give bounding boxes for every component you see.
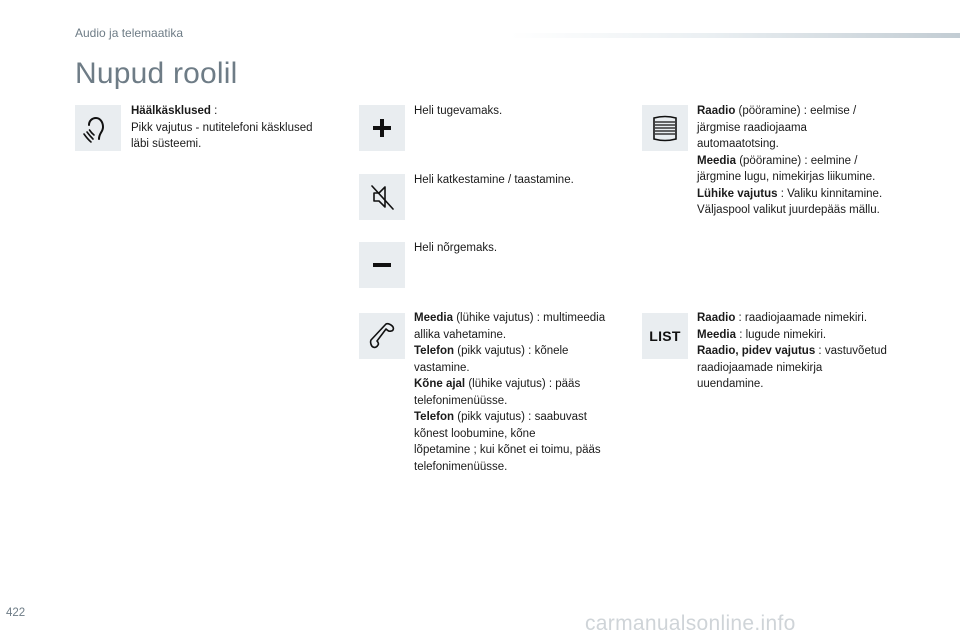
mute-description: Heli katkestamine / taastamine. bbox=[414, 174, 574, 186]
thumbwheel-icon bbox=[642, 105, 688, 151]
volume-down-description: Heli nõrgemaks. bbox=[414, 242, 498, 254]
list-button-icon bbox=[642, 313, 688, 359]
phone-description: Meedia (lühike vajutus) : multimeedia allika vahetamine. Telefon (pikk vajutus) : kõnele vastamine. Kõne ajal (lühike vajutus) : pääs telefonimenüüsse. Telefon (pikk vajutus) : saabuvast kõnest loobumine, kõne lõpetamine ; kui kõnet ei toimu, pääs telefonimenüüsse. bbox=[414, 312, 606, 473]
watermark: carmanualsonline.info bbox=[585, 612, 796, 635]
page-title: Nupud roolil bbox=[75, 57, 238, 90]
plus-icon bbox=[359, 105, 405, 151]
phone-handset-icon bbox=[359, 313, 405, 359]
thumbwheel-description: Raadio (pööramine) : eelmise / järgmise raadiojaama automaatotsing. Meedia (pööramine) : eelmine / järgmine lugu, nimekirjas liikumine. Lühike vajutus : Valiku kinnitamine. Väljaspool valikut juurdepääs mällu. bbox=[697, 105, 883, 216]
voice-command-icon bbox=[75, 105, 121, 151]
page-number: 422 bbox=[6, 607, 26, 619]
mute-icon bbox=[359, 174, 405, 220]
section-label: Audio ja telemaatika bbox=[75, 26, 184, 40]
volume-up-description: Heli tugevamaks. bbox=[414, 105, 503, 117]
voice-command-label: Häälkäsklused bbox=[131, 105, 211, 117]
minus-icon bbox=[359, 242, 405, 288]
list-description: Raadio : raadiojaamade nimekiri. Meedia : lugude nimekiri. Raadio, pidev vajutus : vastuvõetud raadiojaamade nimekirja uuendamine. bbox=[697, 312, 887, 390]
header-rule bbox=[510, 33, 960, 38]
voice-command-description: Häälkäsklused : Pikk vajutus - nutitelefoni käsklused läbi süsteemi. bbox=[131, 105, 313, 150]
list-icon-text: LIST bbox=[649, 328, 681, 344]
